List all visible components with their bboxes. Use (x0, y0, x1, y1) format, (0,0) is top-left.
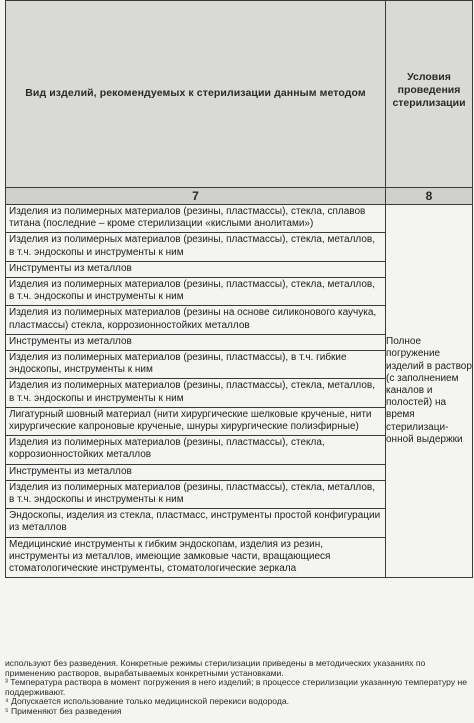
sterilization-table (5, 0, 473, 578)
table-row-item: Изделия из полимерных материалов (резины, пластмассы), стекла, сплавов титана (последние – кроме стерилизации «кислыми анолитами») (6, 205, 386, 233)
footnote-text: ³ Температура раствора в момент погружения в него изделий; в процессе стерилизации указанную температуру не поддерживают. (5, 677, 468, 697)
column-header-item-type: Вид изделий, рекомендуемых к стерилизации данным методом (6, 1, 386, 188)
sterilization-condition: Полное погружение изделий в раствор (с заполнением каналов и полостей) на время стерилизаци-онной выдержки (386, 205, 473, 578)
footnote-text: используют без разведения. Конкретные режимы стерилизации приведены в методических указаниях по применению растворов, вырабатываемых конкретными установками. (5, 658, 426, 678)
table-row-item: Инструменты из металлов (6, 464, 386, 480)
table-row-item: Изделия из полимерных материалов (резины на основе силиконового каучука, пластмассы) стекла, коррозионностойких металлов (6, 306, 386, 334)
table-row-item: Медицинские инструменты к гибким эндоскопам, изделия из резин, инструменты из металлов, имеющие замковые части, вращающиеся стоматологические инструменты, стоматологические зеркала (6, 537, 386, 578)
table-row-item: Эндоскопы, изделия из стекла, пластмасс, инструменты простой конфигурации из металлов (6, 509, 386, 537)
column-number-8: 8 (386, 188, 473, 205)
table-row-item: Инструменты из металлов (6, 334, 386, 350)
footnote-text: ⁵ Применяют без разведения (5, 705, 122, 716)
column-number-7: 7 (6, 188, 386, 205)
table-row-item: Лигатурный шовный материал (нити хирургические шелковые крученые, нити хирургические капроновые крученые, шнуры хирургические полиэфирные) (6, 407, 386, 435)
footnotes (5, 659, 469, 717)
table-row-item: Изделия из полимерных материалов (резины, пластмассы), в т.ч. гибкие эндоскопы, инструменты к ним (6, 351, 386, 379)
table-row-item: Изделия из полимерных материалов (резины, пластмассы), стекла, металлов, в т.ч. эндоскопы и инструменты к ним (6, 379, 386, 407)
table-row-item: Изделия из полимерных материалов (резины, пластмассы), стекла, металлов, в т.ч. эндоскопы и инструменты к ним (6, 480, 386, 508)
table-row-item: Изделия из полимерных материалов (резины, пластмассы), стекла, металлов, в т.ч. эндоскопы и инструменты к ним (6, 233, 386, 261)
table-row-item: Изделия из полимерных материалов (резины, пластмассы), стекла, коррозионностойких металлов (6, 436, 386, 464)
column-header-conditions: Условия проведения стерилизации (386, 1, 473, 188)
footnote-text: ⁴ Допускается использование только медицинской перекиси водорода. (5, 696, 290, 707)
table-row-item: Инструменты из металлов (6, 261, 386, 277)
table-row-item: Изделия из полимерных материалов (резины, пластмассы), стекла, металлов, в т.ч. эндоскопы и инструменты к ним (6, 278, 386, 306)
